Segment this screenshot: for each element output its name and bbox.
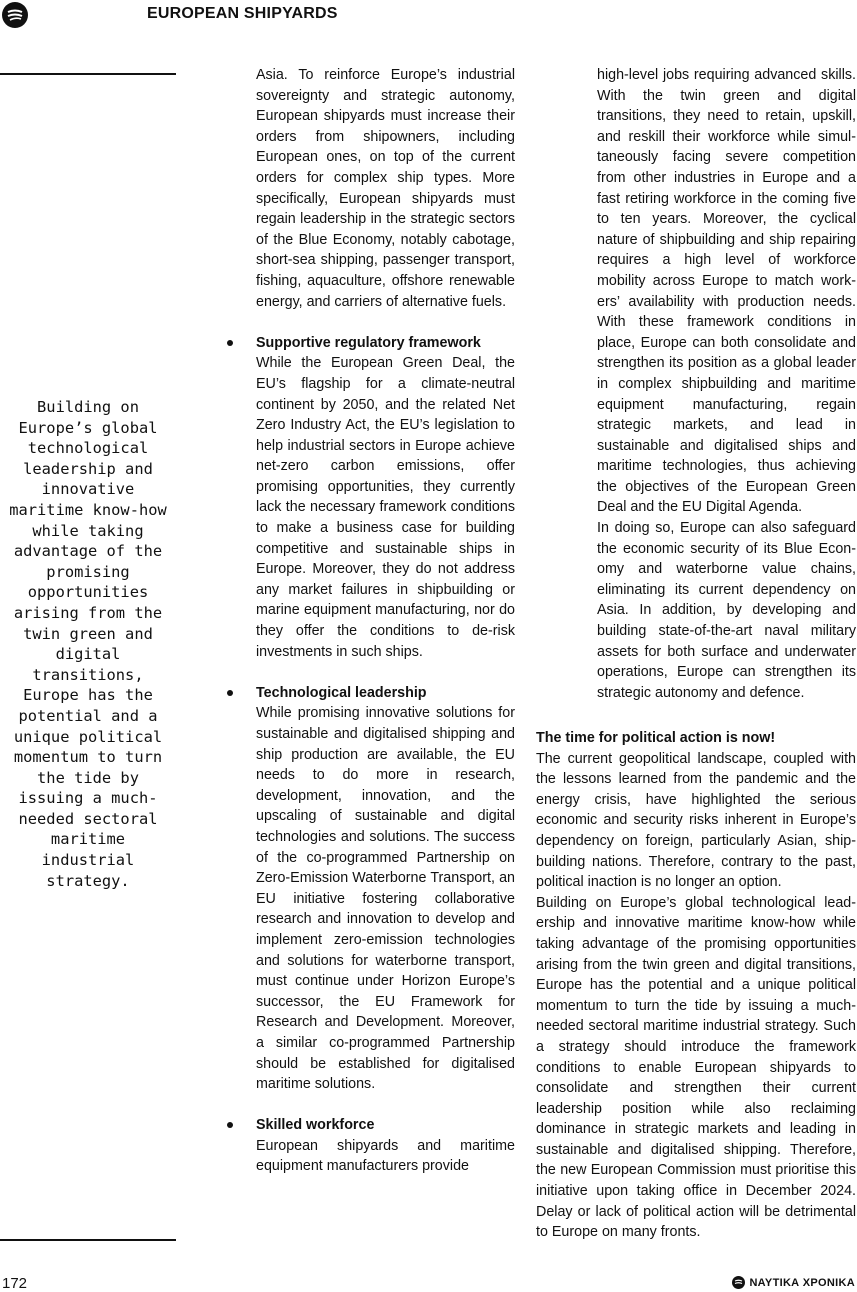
top-divider: [0, 73, 176, 75]
bullet-paragraph: While the European Green Deal, the EU’s flagship for a climate-neutral continent by 2050, and the related Net Zero Industry Act, the EU’s legislation to help industrial sectors in Europe achieve net-zero carbon emissions, offer promising opportunities, they currently lack the necessary framework conditions to make a business case for building competitive and sustainable ships in Europe. Moreover, they do not address any market failures in shipbuilding or marine equipment manufacturing, nor do they offer the conditions to de-risk investments in such ships.: [256, 355, 515, 660]
bullet-paragraph: While promising innovative solutions for sustainable and digitalised shipping and ship production are available, the EU needs to do more in research, development, innovation, and the upscaling of sustainable and digital technologies and solutions. The success of the co-programmed Partnership on Zero-Emission Waterborne Transport, an EU initiative fostering collaborative research and innovation to develop and implement zero-emission technologies and solutions for waterborne transport, must continue under Horizon Europe’s successor, the EU Framework for Research and Development. Moreover, a similar co-programmed Partnership should be established for digitalised maritime solutions.: [256, 705, 515, 1093]
bullet-icon: [227, 1122, 233, 1128]
bullet-heading: Skilled workforce: [256, 1115, 515, 1136]
bottom-divider: [0, 1239, 176, 1241]
brand-logo-icon: [732, 1276, 745, 1289]
paragraph: The current geopolitical landscape, coupled with the lessons learned from the pandemic and the energy crisis, have highlighted the serious economic and security risks inherent in Europe’s dependency on foreign, particularly Asian, shipbuilding nations. Therefore, contrary to the past, political inaction is no longer an option.: [536, 750, 856, 891]
section-title: EUROPEAN SHIPYARDS: [147, 5, 338, 22]
right-column-top: [597, 65, 856, 703]
bullet-heading: Supportive regulatory framework: [256, 333, 515, 354]
bullet-heading: Technological leadership: [256, 683, 515, 704]
pull-quote: Building on Europe’s global technological leadership and innovative maritime know-how while taking advantage of the promising opportunities arising from the twin green and digital transitions, Europe has the potential and a unique political momentum to turn the tide by issuing a much-needed sectoral maritime industrial strategy.: [9, 398, 167, 890]
brand-name: ΝΑΥΤΙΚΑ ΧΡΟΝΙΚΑ: [749, 1276, 855, 1289]
continuation-paragraph: high-level jobs requiring advanced skills. With the twin green and digital transitions, they need to retain, upskill, and reskill their workforce while simultaneously facing severe competition from other industries in Europe and a fast retiring workforce in the coming five to ten years. Moreover, the cyclical nature of shipbuilding and ship repairing requires a high level of workforce mobility across Europe to match workers’ availability with production needs. With these framework conditions in place, Europe can both consolidate and strengthen its position as a global leader in complex shipbuilding and maritime equipment manufacturing, regain strategic markets, and lead in sustainable and digitalised ships and maritime technologies, thus achieving the objectives of the European Green Deal and the EU Digital Agenda.: [597, 67, 856, 516]
intro-paragraph: Asia. To reinforce Europe’s industrial sovereignty and strategic autonomy, European shipyards must increase their orders from shipowners, including European ones, on top of the current orders for complex ship types. More specifically, European shipyards must regain leadership in the strategic sectors of the Blue Economy, notably cabotage, short-sea shipping, passenger transport, fishing, aquaculture, offshore renewable energy, and carriers of alternative fuels.: [256, 67, 515, 310]
paragraph: In doing so, Europe can also safeguard the economic security of its Blue Economy and waterborne value chains, eliminating its current dependency on Asia. In addition, by developing and building state-of-the-art naval military assets for both surface and underwater operations, Europe can strengthen its strategic autonomy and defence.: [597, 520, 856, 701]
bullet-icon: [227, 690, 233, 696]
footer-brand: [732, 1276, 855, 1289]
page-number: 172: [2, 1275, 28, 1292]
right-column-bottom: [536, 728, 856, 1243]
publication-logo-icon: [2, 2, 28, 28]
paragraph: Building on Europe’s global technological leadership and innovative maritime know-how while taking advantage of the promising opportunities arising from the twin green and digital transitions, Europe has the potential and a unique political momentum to turn the tide by issuing a much-needed sectoral maritime industrial strategy. Such a strategy should introduce the framework conditions to enable European shipyards to consolidate and strengthen their current leadership position while also reclaiming dominance in strategic markets and leading in sustainable and digitalised shipping. Therefore, the new European Commission must prioritise this initiative upon taking office in December 2024. Delay or lack of political action will be detrimental to Europe on many fronts.: [536, 894, 856, 1241]
section-heading: The time for political action is now!: [536, 730, 776, 746]
bullet-icon: [227, 340, 233, 346]
middle-column: [256, 65, 515, 1177]
bullet-paragraph: European shipyards and maritime equipment manufacturers provide: [256, 1137, 515, 1175]
